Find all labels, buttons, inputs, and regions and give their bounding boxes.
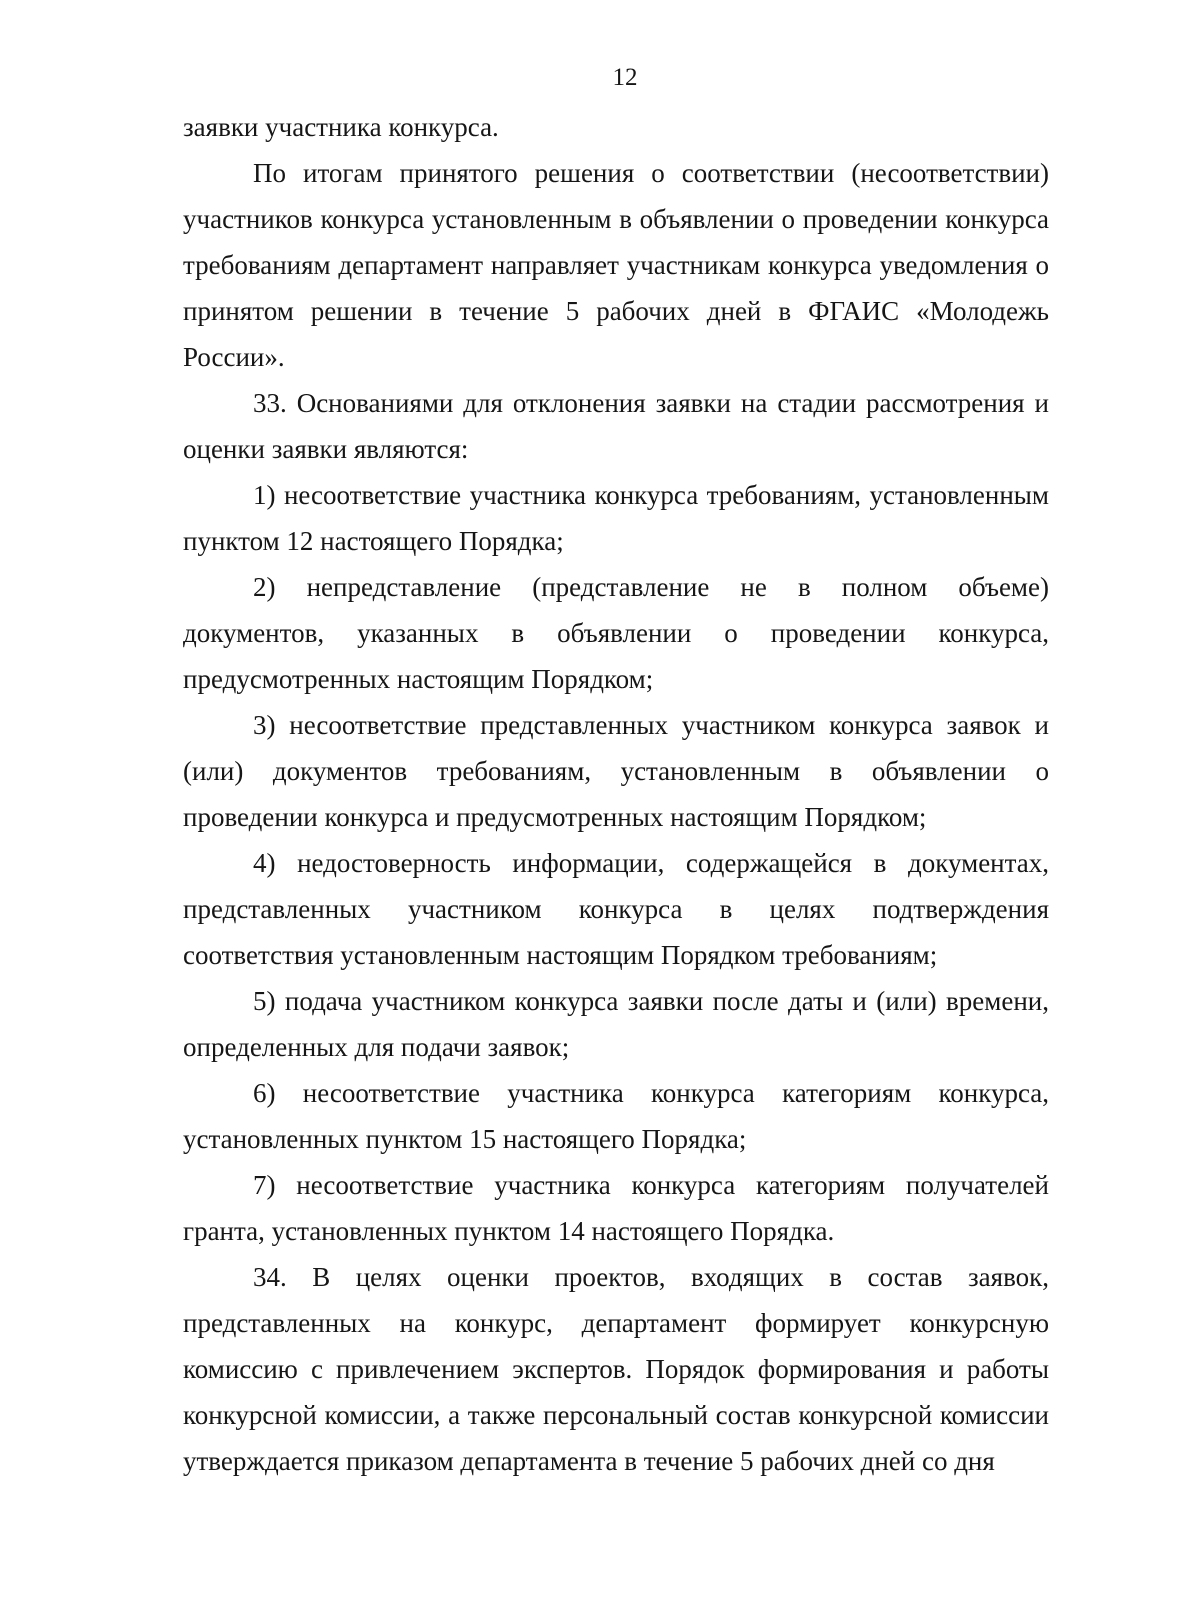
list-item-3: 3) несоответствие представленных участником конкурса заявок и (или) документов требованиям, установленным в объявлении о проведении конкурса и предусмотренных настоящим Порядком;: [183, 710, 1049, 832]
list-item-5: 5) подача участником конкурса заявки после даты и (или) времени, определенных для подачи заявок;: [183, 986, 1049, 1062]
list-item-7: 7) несоответствие участника конкурса категориям получателей гранта, установленных пунктом 14 настоящего Порядка.: [183, 1170, 1049, 1246]
body-text: [183, 104, 1049, 1484]
list-item-6: 6) несоответствие участника конкурса категориям конкурса, установленных пунктом 15 настоящего Порядка;: [183, 1078, 1049, 1154]
list-item-1: 1) несоответствие участника конкурса требованиям, установленным пунктом 12 настоящего Порядка;: [183, 480, 1049, 556]
page-number: 12: [612, 64, 638, 91]
paragraph-34: 34. В целях оценки проектов, входящих в состав заявок, представленных на конкурс, департамент формирует конкурсную комиссию с привлечением экспертов. Порядок формирования и работы конкурсной комиссии, а также персональный состав конкурсной комиссии утверждается приказом департамента в течение 5 рабочих дней со дня: [183, 1262, 1049, 1476]
paragraph-33: 33. Основаниями для отклонения заявки на стадии рассмотрения и оценки заявки являются:: [183, 388, 1049, 464]
list-item-2: 2) непредставление (представление не в полном объеме) документов, указанных в объявлении о проведении конкурса, предусмотренных настоящим Порядком;: [183, 572, 1049, 694]
paragraph-notification: По итогам принятого решения о соответствии (несоответствии) участников конкурса установленным в объявлении о проведении конкурса требованиям департамент направляет участникам конкурса уведомления о принятом решении в течение 5 рабочих дней в ФГАИС «Молодежь России».: [183, 158, 1049, 372]
paragraph-continuation: заявки участника конкурса.: [183, 112, 499, 142]
list-item-4: 4) недостоверность информации, содержащейся в документах, представленных участником конкурса в целях подтверждения соответствия установленным настоящим Порядком требованиям;: [183, 848, 1049, 970]
